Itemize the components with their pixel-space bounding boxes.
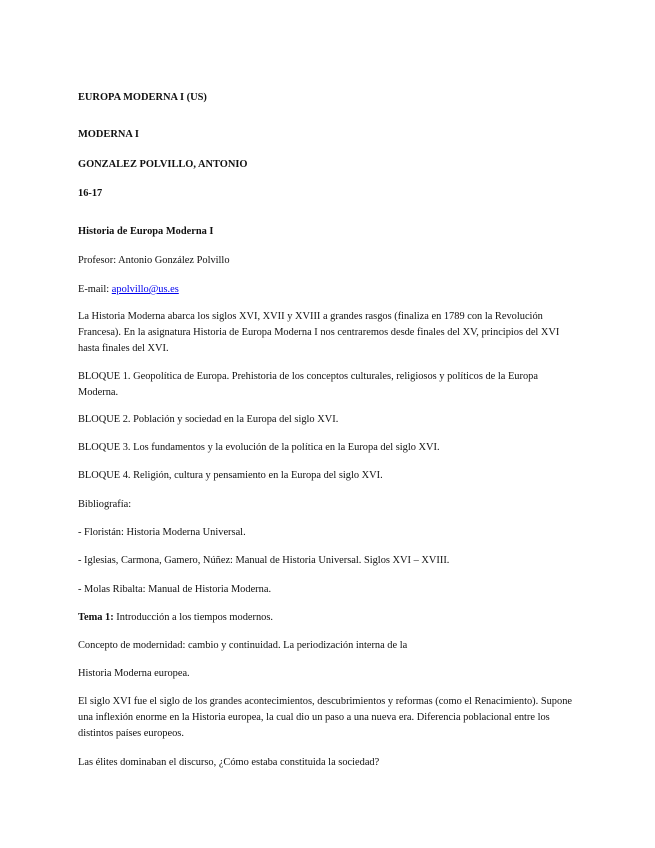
tema-label: Tema 1: xyxy=(78,612,114,623)
intro-paragraph: La Historia Moderna abarca los siglos XVI, XVII y XVIII a grandes rasgos (finaliza en 1789 con la Revolución Francesa). En la asignatura Historia de Europa Moderna I nos centraremos desde finales del XV, principios del XVI hasta finales del XVI. xyxy=(78,311,560,354)
bloque-1: BLOQUE 1. Geopolítica de Europa. Prehistoria de los conceptos culturales, religiosos y políticos de la Europa Moderna. xyxy=(78,371,538,398)
elites-line: Las élites dominaban el discurso, ¿Cómo estaba constituida la sociedad? xyxy=(78,757,380,768)
bloque-3: BLOQUE 3. Los fundamentos y la evolución de la política en la Europa del siglo XVI. xyxy=(78,442,440,453)
tema-line xyxy=(78,610,273,626)
course-heading: EUROPA MODERNA I (US) xyxy=(78,92,207,103)
document-title: Historia de Europa Moderna I xyxy=(78,226,214,237)
professor-line: Profesor: Antonio González Polvillo xyxy=(78,255,230,266)
year-heading: 16-17 xyxy=(78,188,103,199)
siglo-xvi-paragraph: El siglo XVI fue el siglo de los grandes acontecimientos, descubrimientos y reformas (como el Renacimiento). Supone una inflexión enorme en la Historia europea, la cual dio un paso a una nueva era. Diferencia poblacional entre los distintos países europeos. xyxy=(78,696,573,739)
subject-heading: MODERNA I xyxy=(78,129,139,140)
email-line xyxy=(78,282,179,298)
bibliografia-item: - Floristán: Historia Moderna Universal. xyxy=(78,527,246,538)
bloque-2: BLOQUE 2. Población y sociedad en la Europa del siglo XVI. xyxy=(78,414,339,425)
concepto-line-1: Concepto de modernidad: cambio y continuidad. La periodización interna de la xyxy=(78,640,408,651)
concepto-line-2: Historia Moderna europea. xyxy=(78,668,190,679)
professor-heading: GONZALEZ POLVILLO, ANTONIO xyxy=(78,159,248,170)
bloque-4: BLOQUE 4. Religión, cultura y pensamiento en la Europa del siglo XVI. xyxy=(78,470,383,481)
bibliografia-label: Bibliografía: xyxy=(78,499,132,510)
tema-text: Introducción a los tiempos modernos. xyxy=(113,612,273,623)
bibliografia-item: - Iglesias, Carmona, Gamero, Núñez: Manual de Historia Universal. Siglos XVI – XVIII. xyxy=(78,555,450,566)
email-label: E-mail: xyxy=(78,284,112,295)
bibliografia-item: - Molas Ribalta: Manual de Historia Moderna. xyxy=(78,584,272,595)
email-link[interactable]: apolvillo@us.es xyxy=(111,284,179,295)
